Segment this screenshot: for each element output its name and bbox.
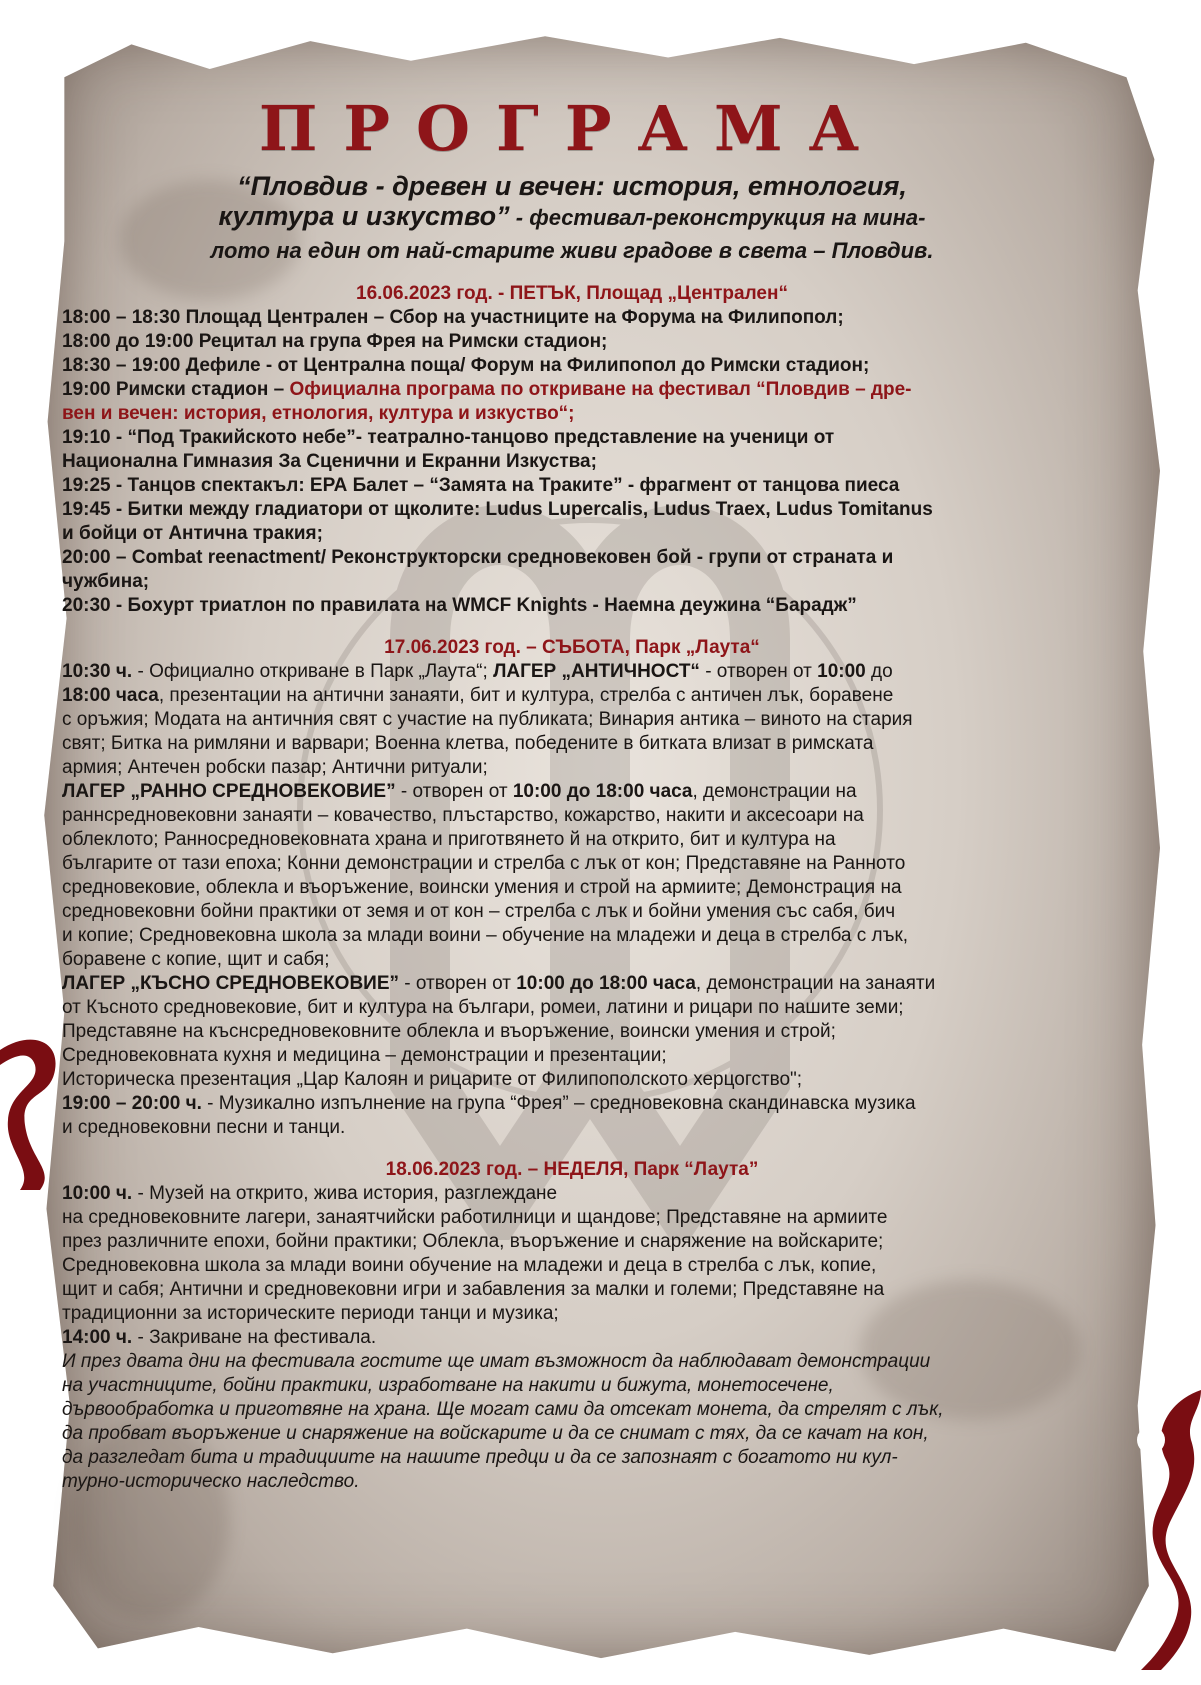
text: - отворен от (699, 661, 818, 682)
day2-antiquity-line: свят; Битка на римляни и варвари; Военна клетва, победените в битката влизат в римската (62, 733, 874, 754)
text: - Закриване на фестивала. (132, 1327, 377, 1348)
text: до (865, 661, 893, 682)
day3-line: на средновековните лагери, занаятчийски работилници и щандове; Представяне на армиите (62, 1207, 888, 1228)
time: 10:00 до 18:00 часа (516, 973, 696, 994)
text: - Музей на открито, жива история, разглеждане (132, 1183, 558, 1204)
day1-opening-red-2: вен и вечен: история, етнология, култура и изкуство“; (62, 403, 575, 424)
day2-early-medieval-line: българите от тази епоха; Конни демонстрации и стрелба с лък от кон; Представяне на Ранното (62, 853, 906, 874)
day3-line (62, 1182, 1082, 1206)
day1-item: 18:30 – 19:00 Дефиле - от Централна поща/ Форум на Филипопол до Римски стадион; (62, 355, 870, 376)
text: , демонстрации на занаяти (695, 973, 936, 994)
text: - Официално откриване в Парк „Лаута“; (132, 661, 494, 682)
day3-line: Средновековна школа за млади воини обучение на младежи и деца в стрелба с лък, копие, (62, 1255, 877, 1276)
day3-line: традиционни за историческите периоди танци и музика; (62, 1303, 559, 1324)
subtitle-line-1: “Пловдив - древен и вечен: история, етнология, (237, 171, 907, 201)
subtitle-emphasis: култура и изкуство” (218, 201, 510, 231)
time: 14:00 ч. (62, 1327, 133, 1348)
closing-note-line: турно-историческо наследство. (62, 1471, 360, 1492)
day2-late-medieval-line: от Късното средновековие, бит и култура на българи, ромеи, латини и рицари по нашите земи; (62, 997, 904, 1018)
day3-header: 18.06.2023 год. – НЕДЕЛЯ, Парк “Лаута” (385, 1159, 759, 1180)
day1-item-opening (62, 378, 1082, 402)
time: 10:00 ч. (62, 1183, 133, 1204)
time: 10:00 (817, 661, 866, 682)
day2-concert-line: и средновековни песни и танци. (62, 1117, 346, 1138)
text: , презентации на антични занаяти, бит и култура, стрелба с античен лък, боравене (158, 685, 894, 706)
day2-early-medieval-line: и копие; Средновековна школа за млади воини – обучение на младежи и деца в стрелба с лък, (62, 925, 909, 946)
day1-item: Национална Гимназия За Сценични и Екранни Изкуства; (62, 451, 597, 472)
program-content (62, 92, 1082, 1494)
day2-early-medieval-line: средновековни бойни практики от земя и от кон – стрелба с лък и бойни умения със сабя, бич (62, 901, 896, 922)
day2-antiquity-line: с оръжия; Модата на античния свят с участие на публиката; Винария антика – виното на стария (62, 709, 913, 730)
day2-late-medieval-line: Историческа презентация „Цар Калоян и рицарите от Филипополското херцогство"; (62, 1069, 803, 1090)
closing-note-line: дървообработка и приготвяне на храна. Ще могат сами да отсекат монета, да стрелят с лък, (62, 1399, 944, 1420)
day2-late-medieval-line: Средновековната кухня и медицина – демонстрации и презентации; (62, 1045, 667, 1066)
camp-name: ЛАГЕР „КЪСНО СРЕДНОВЕКОВИЕ” (62, 973, 399, 994)
day1-item-opening-prefix: 19:00 Римски стадион – (62, 379, 290, 400)
day1-item: 18:00 – 18:30 Площад Централен – Сбор на участниците на Форума на Филипопол; (62, 307, 844, 328)
day2-early-medieval-line: раннсредновековни занаяти – ковачество, плъстарство, кожарство, накити и аксесоари на (62, 805, 864, 826)
day2-late-medieval-line: Представяне на къснсредновековните облекла и въоръжение, воински умения и строй; (62, 1021, 836, 1042)
day1-item: и бойци от Антична тракия; (62, 523, 323, 544)
day1-item: 19:45 - Битки между гладиатори от щколите: Ludus Lupercalis, Ludus Traex, Ludus Tomitanus (62, 499, 933, 520)
day2-antiquity-line: армия; Антечен робски пазар; Антични ритуали; (62, 757, 488, 778)
camp-name: ЛАГЕР „РАННО СРЕДНОВЕКОВИЕ” (62, 781, 396, 802)
time: 10:30 ч. (62, 661, 133, 682)
time: 10:00 до 18:00 часа (512, 781, 693, 802)
day2-early-medieval-line: боравене с копие, щит и сабя; (62, 949, 330, 970)
day2-late-medieval-line (62, 972, 1082, 996)
subtitle-line-2 (62, 201, 1082, 236)
day3-line: щит и сабя; Антични и средновековни игри и забавления за малки и големи; Представяне на (62, 1279, 885, 1300)
day1-item: чужбина; (62, 571, 150, 592)
text: , демонстрации на (692, 781, 857, 802)
subtitle-line-3: лото на един от най-старите живи градове в света – Пловдив. (210, 238, 934, 263)
day2-concert-line (62, 1092, 1082, 1116)
closing-note-line: на участниците, бойни практики, изработване на накити и бижута, монетосечене, (62, 1375, 834, 1396)
closing-note-line: И през двата дни на фестивала гостите ще имат възможност да наблюдават демонстрации (62, 1351, 931, 1372)
day2-early-medieval-line: средновековие, облекла и въоръжение, воински умения и строй на армиите; Демонстрация на (62, 877, 902, 898)
text: - отворен от (399, 973, 517, 994)
page-title: ПРОГРАМА (258, 92, 886, 165)
day2-antiquity-line (62, 660, 1082, 684)
red-ribbon-left (0, 1030, 70, 1190)
day1-item: 20:00 – Combat reenactment/ Реконструкторски средновековен бой - групи от страната и (62, 547, 894, 568)
closing-note-line: да разгледат бита и традициите на нашите предци и да се запознаят с богатото ни кул- (62, 1447, 898, 1468)
text: - отворен от (395, 781, 513, 802)
day3-line: през различните епохи, бойни практики; Облекла, въоръжение и снаряжение на войскарите; (62, 1231, 884, 1252)
closing-note-line: да пробват въоръжение и снаряжение на войскарите и да се снимат с тях, да се качат на кон, (62, 1423, 929, 1444)
time: 19:00 – 20:00 ч. (62, 1093, 202, 1114)
day2-early-medieval-line: облеклото; Ранносредновековната храна и приготвянето й на открито, бит и култура на (62, 829, 836, 850)
day2-early-medieval-line (62, 780, 1082, 804)
camp-name: ЛАГЕР „АНТИЧНОСТ“ (493, 661, 700, 682)
day1-opening-red-1: Официална програма по откриване на фестивал “Пловдив – дре- (289, 379, 912, 400)
text: - Музикално изпълнение на група “Фрея” – средновековна скандинавска музика (201, 1093, 916, 1114)
day1-item: 18:00 до 19:00 Рецитал на група Фрея на Римски стадион; (62, 331, 608, 352)
day2-antiquity-line (62, 684, 1082, 708)
day2-header: 17.06.2023 год. – СЪБОТА, Парк „Лаута“ (384, 637, 760, 658)
day1-header: 16.06.2023 год. - ПЕТЪК, Площад „Централен“ (356, 283, 788, 304)
subtitle-desc: - фестивал-реконструкция на мина- (509, 205, 926, 230)
day1-item: 20:30 - Бохурт триатлон по правилата на WMCF Knights - Наемна деужина “Барадж” (62, 595, 857, 616)
day1-item: 19:25 - Танцов спектакъл: ЕРА Балет – “Замята на Траките” - фрагмент от танцова пиеса (62, 475, 900, 496)
time: 18:00 часа (62, 685, 159, 706)
day3-closing-line (62, 1326, 1082, 1350)
day1-item: 19:10 - “Под Тракийското небе”- театрално-танцово представление на ученици от (62, 427, 835, 448)
red-ribbon-right (1111, 1390, 1201, 1670)
